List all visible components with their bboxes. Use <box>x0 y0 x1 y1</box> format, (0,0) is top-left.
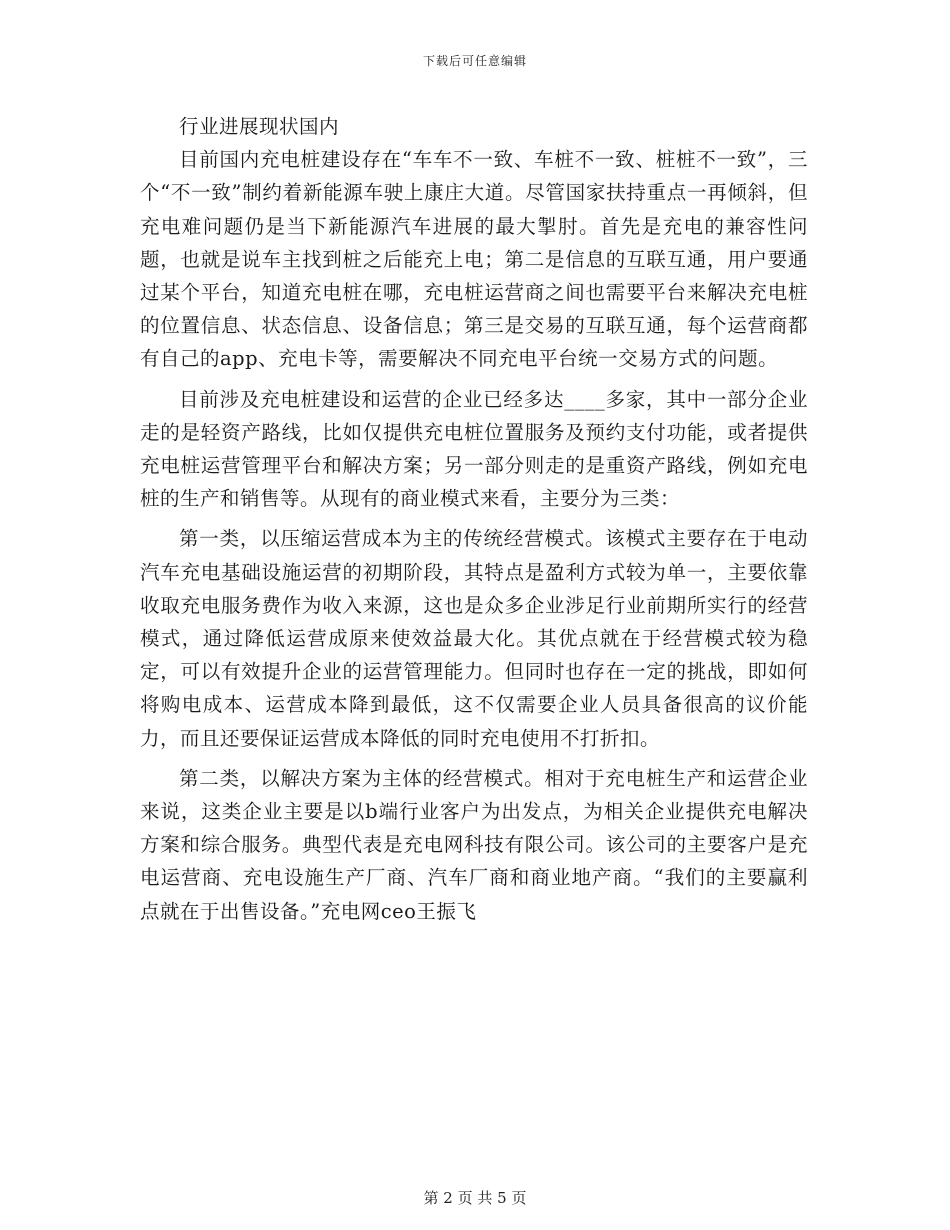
paragraph: 第一类，以压缩运营成本为主的传统经营模式。该模式主要存在于电动汽车充电基础设施运营的初期阶段，其特点是盈利方式较为单一，主要依靠收取充电服务费作为收入来源，这也是众多企业涉足行业前期所实行的经营模式，通过降低运营成原来使效益最大化。其优点就在于经营模式较为稳定，可以有效提升企业的运营管理能力。但同时也存在一定的挑战，即如何将购电成本、运营成本降到最低，这不仅需要企业人员具备很高的议价能力，而且还要保证运营成本降低的同时充电使用不打折扣。 <box>140 527 808 750</box>
paragraph: 目前涉及充电桩建设和运营的企业已经多达____多家，其中一部分企业走的是轻资产路线，比如仅提供充电桩位置服务及预约支付功能，或者提供充电桩运营管理平台和解决方案；另一部分则走的是重资产路线，例如充电桩的生产和销售等。从现有的商业模式来看，主要分为三类： <box>140 387 808 511</box>
paragraph: 第二类，以解决方案为主体的经营模式。相对于充电桩生产和运营企业来说，这类企业主要是以b端行业客户为出发点，为相关企业提供充电解决方案和综合服务。典型代表是充电网科技有限公司。该公司的主要客户是充电运营商、充电设施生产厂商、汽车厂商和商业地产商。“我们的主要赢利点就在于出售设备。”充电网ceo王振飞 <box>140 766 808 923</box>
document-body <box>140 110 808 935</box>
section-heading: 行业进展现状国内 <box>179 115 340 138</box>
paragraph: 目前国内充电桩建设存在“车车不一致、车桩不一致、桩桩不一致”，三个“不一致”制约着新能源车驶上康庄大道。尽管国家扶持重点一再倾斜，但充电难问题仍是当下新能源汽车进展的最大掣肘。首先是充电的兼容性问题，也就是说车主找到桩之后能充上电；第二是信息的互联互通，用户要通过某个平台，知道充电桩在哪，充电桩运营商之间也需要平台来解决充电桩的位置信息、状态信息、设备信息；第三是交易的互联互通，每个运营商都有自己的app、充电卡等，需要解决不同充电平台统一交易方式的问题。 <box>140 148 808 371</box>
page-footer: 第 2 页 共 5 页 <box>423 1189 527 1207</box>
page-header: 下载后可任意编辑 <box>422 54 527 68</box>
